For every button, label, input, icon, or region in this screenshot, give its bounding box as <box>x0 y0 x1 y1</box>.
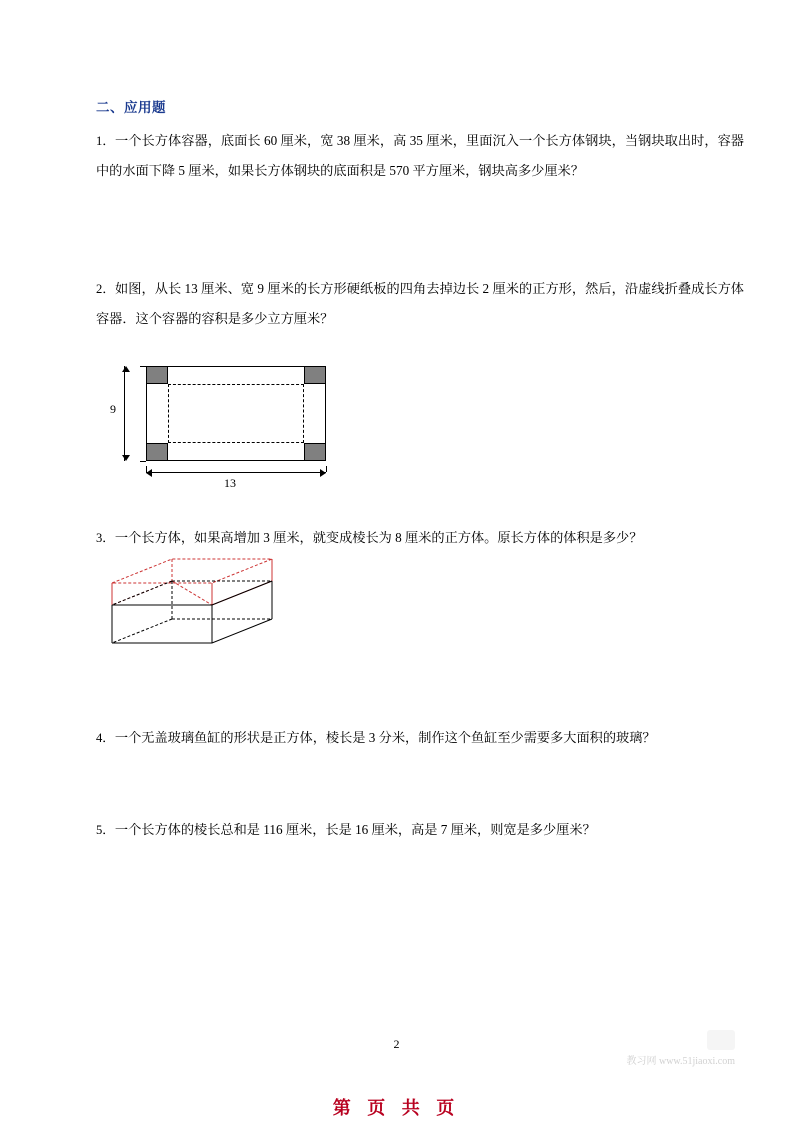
net-width-arrow <box>146 472 326 473</box>
figure-rectangle-net <box>110 358 410 490</box>
net-corner-bottom-right <box>304 443 326 461</box>
question-5 <box>96 815 744 845</box>
net-tick-bottom-end <box>326 466 327 472</box>
question-5-number: 5． <box>96 823 115 837</box>
net-corner-top-left <box>146 366 168 384</box>
answer-space-4 <box>96 753 744 815</box>
answer-space-3 <box>96 653 744 723</box>
net-width-label: 13 <box>224 476 236 490</box>
answer-space-2 <box>96 483 744 523</box>
question-2-text: 如图，从长 13 厘米、宽 9 厘米的长方形硬纸板的四角去掉边长 2 厘米的正方形，然后，沿虚线折叠成长方体容器．这个容器的容积是多少立方厘米？ <box>96 281 744 326</box>
page-number: 2 <box>393 1037 400 1051</box>
net-height-arrow <box>124 366 125 461</box>
question-3-number: 3． <box>96 531 115 545</box>
question-4 <box>96 723 744 753</box>
net-tick-top-left <box>140 366 146 367</box>
watermark-text: 教习网 www.51jiaoxi.com <box>626 1056 735 1067</box>
figure-cuboid-to-cube <box>104 553 404 653</box>
section-title: 二、应用题 <box>96 100 166 115</box>
question-4-text: 一个无盖玻璃鱼缸的形状是正方体，棱长是 3 分米，制作这个鱼缸至少需要多大面积的玻璃？ <box>114 730 656 745</box>
net-height-label: 9 <box>110 402 116 416</box>
question-1-number: 1． <box>96 134 115 148</box>
cuboid-diagram <box>104 553 304 653</box>
net-corner-top-right <box>304 366 326 384</box>
question-5-text: 一个长方体的棱长总和是 116 厘米，长是 16 厘米，高是 7 厘米，则宽是多少厘米？ <box>114 822 596 837</box>
question-1-text: 一个长方体容器，底面长 60 厘米，宽 38 厘米，高 35 厘米，里面沉入一个长方体钢块，当钢块取出时，容器中的水面下降 5 厘米，如果长方体钢块的底面积是 570 平方厘米，钢块高多少厘米？ <box>96 133 744 178</box>
page-footer: 第 页 共 页 <box>332 1098 461 1118</box>
net-fold-lines <box>168 384 304 443</box>
question-4-number: 4． <box>96 731 115 745</box>
question-2-number: 2． <box>96 282 115 296</box>
question-1 <box>96 126 744 186</box>
net-corner-bottom-left <box>146 443 168 461</box>
page-content <box>96 96 744 845</box>
answer-space-1 <box>96 186 744 274</box>
watermark <box>615 1030 735 1074</box>
net-tick-bottom-left <box>140 461 146 462</box>
question-2 <box>96 274 744 334</box>
question-3 <box>96 523 744 553</box>
question-3-text: 一个长方体，如果高增加 3 厘米，就变成棱长为 8 厘米的正方体。原长方体的体积是多少？ <box>114 530 643 545</box>
watermark-logo-icon <box>707 1030 735 1050</box>
